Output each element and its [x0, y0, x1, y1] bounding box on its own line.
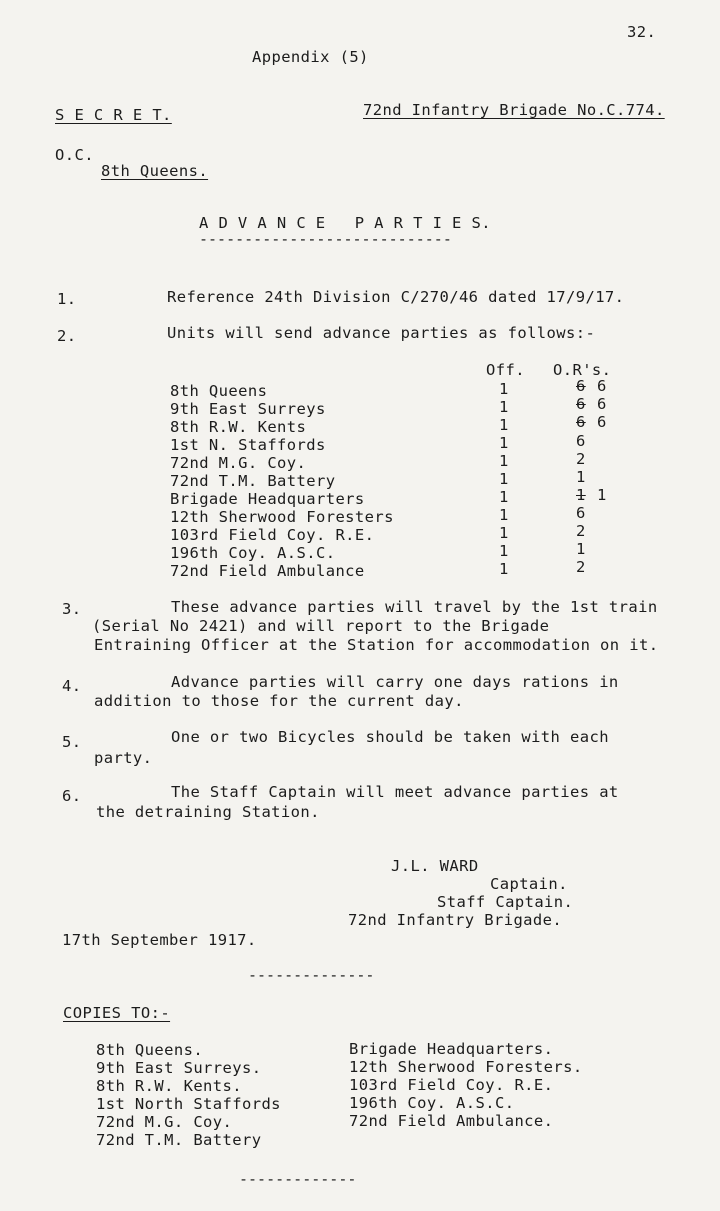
paragraph-3-number: 3.: [62, 600, 82, 618]
row-officers: 1: [499, 416, 509, 434]
copy-recipient: 8th R.W. Kents.: [96, 1077, 242, 1095]
paragraph-6-number: 6.: [62, 787, 82, 805]
paragraph-1-number: 1.: [57, 290, 77, 308]
row-ors-struck: 6: [576, 413, 586, 431]
classification: S E C R E T.: [55, 106, 172, 124]
paragraph-4-number: 4.: [62, 677, 82, 695]
row-unit: 103rd Field Coy. R.E.: [170, 526, 375, 544]
signatory-unit: 72nd Infantry Brigade.: [348, 911, 563, 929]
separator-rule: --------------: [248, 966, 375, 984]
row-officers: 1: [499, 560, 509, 578]
signatory-name: J.L. WARD: [391, 857, 479, 875]
end-rule: -------------: [239, 1170, 357, 1188]
paragraph-3-line-3: Entraining Officer at the Station for accommodation on it.: [94, 636, 659, 654]
header-other-ranks: O.R's.: [553, 361, 612, 379]
document-title: A D V A N C E P A R T I E S.: [199, 214, 491, 232]
row-officers: 1: [499, 398, 509, 416]
row-unit: 196th Coy. A.S.C.: [170, 544, 336, 562]
row-officers: 1: [499, 434, 509, 452]
copy-recipient: 1st North Staffords: [96, 1095, 281, 1113]
addressee-oc: O.C.: [55, 146, 94, 164]
row-unit: Brigade Headquarters: [170, 490, 365, 508]
row-unit: 9th East Surreys: [170, 400, 326, 418]
row-unit: 8th Queens: [170, 382, 268, 400]
header-officers: Off.: [486, 361, 525, 379]
row-ors: 6: [597, 413, 607, 431]
copy-recipient: Brigade Headquarters.: [349, 1040, 554, 1058]
copy-recipient: 72nd M.G. Coy.: [96, 1113, 233, 1131]
paragraph-5-line-2: party.: [94, 749, 153, 767]
row-officers: 1: [499, 380, 509, 398]
row-ors: 1: [597, 486, 607, 504]
signatory-role: Staff Captain.: [437, 893, 574, 911]
paragraph-2-number: 2.: [57, 327, 77, 345]
row-officers: 1: [499, 470, 509, 488]
row-ors: 2: [576, 558, 586, 576]
paragraph-1-text: Reference 24th Division C/270/46 dated 17/9/17.: [167, 288, 625, 306]
copies-heading: COPIES TO:-: [63, 1004, 171, 1022]
row-ors-struck: 1: [576, 486, 586, 504]
appendix-heading: Appendix (5): [252, 48, 369, 66]
copy-recipient: 8th Queens.: [96, 1041, 204, 1059]
row-ors: 2: [576, 450, 586, 468]
paragraph-2-text: Units will send advance parties as follows:-: [167, 324, 596, 342]
paragraph-3-line-2: (Serial No 2421) and will report to the Brigade: [92, 617, 550, 635]
paragraph-4-line-2: addition to those for the current day.: [94, 692, 464, 710]
row-unit: 72nd Field Ambulance: [170, 562, 365, 580]
copy-recipient: 72nd Field Ambulance.: [349, 1112, 554, 1130]
row-ors: 6: [576, 432, 586, 450]
row-ors: 1: [576, 468, 586, 486]
row-unit: 8th R.W. Kents: [170, 418, 307, 436]
reference-number: 72nd Infantry Brigade No.C.774.: [363, 101, 665, 119]
paragraph-6-line-1: The Staff Captain will meet advance parties at: [171, 783, 619, 801]
row-unit: 1st N. Staffords: [170, 436, 326, 454]
page-number: 32.: [627, 23, 657, 41]
copy-recipient: 103rd Field Coy. R.E.: [349, 1076, 554, 1094]
row-ors-struck: 6: [576, 395, 586, 413]
row-ors: 6: [597, 395, 607, 413]
row-unit: 72nd M.G. Coy.: [170, 454, 307, 472]
row-ors: 6: [597, 377, 607, 395]
paragraph-5-line-1: One or two Bicycles should be taken with each: [171, 728, 609, 746]
row-unit: 72nd T.M. Battery: [170, 472, 336, 490]
row-ors: 6: [576, 504, 586, 522]
addressee-unit: 8th Queens.: [101, 162, 209, 180]
signatory-rank: Captain.: [490, 875, 568, 893]
row-officers: 1: [499, 524, 509, 542]
paragraph-5-number: 5.: [62, 733, 82, 751]
copy-recipient: 196th Coy. A.S.C.: [349, 1094, 515, 1112]
row-ors: 2: [576, 522, 586, 540]
row-officers: 1: [499, 506, 509, 524]
paragraph-3-line-1: These advance parties will travel by the 1st train: [171, 598, 658, 616]
copy-recipient: 72nd T.M. Battery: [96, 1131, 262, 1149]
title-rule: ----------------------------: [199, 230, 452, 248]
row-officers: 1: [499, 452, 509, 470]
row-ors: 1: [576, 540, 586, 558]
copy-recipient: 9th East Surreys.: [96, 1059, 262, 1077]
document-date: 17th September 1917.: [62, 931, 257, 949]
paragraph-4-line-1: Advance parties will carry one days rations in: [171, 673, 619, 691]
paragraph-6-line-2: the detraining Station.: [96, 803, 320, 821]
row-officers: 1: [499, 542, 509, 560]
row-officers: 1: [499, 488, 509, 506]
row-ors-struck: 6: [576, 377, 586, 395]
row-unit: 12th Sherwood Foresters: [170, 508, 394, 526]
copy-recipient: 12th Sherwood Foresters.: [349, 1058, 583, 1076]
